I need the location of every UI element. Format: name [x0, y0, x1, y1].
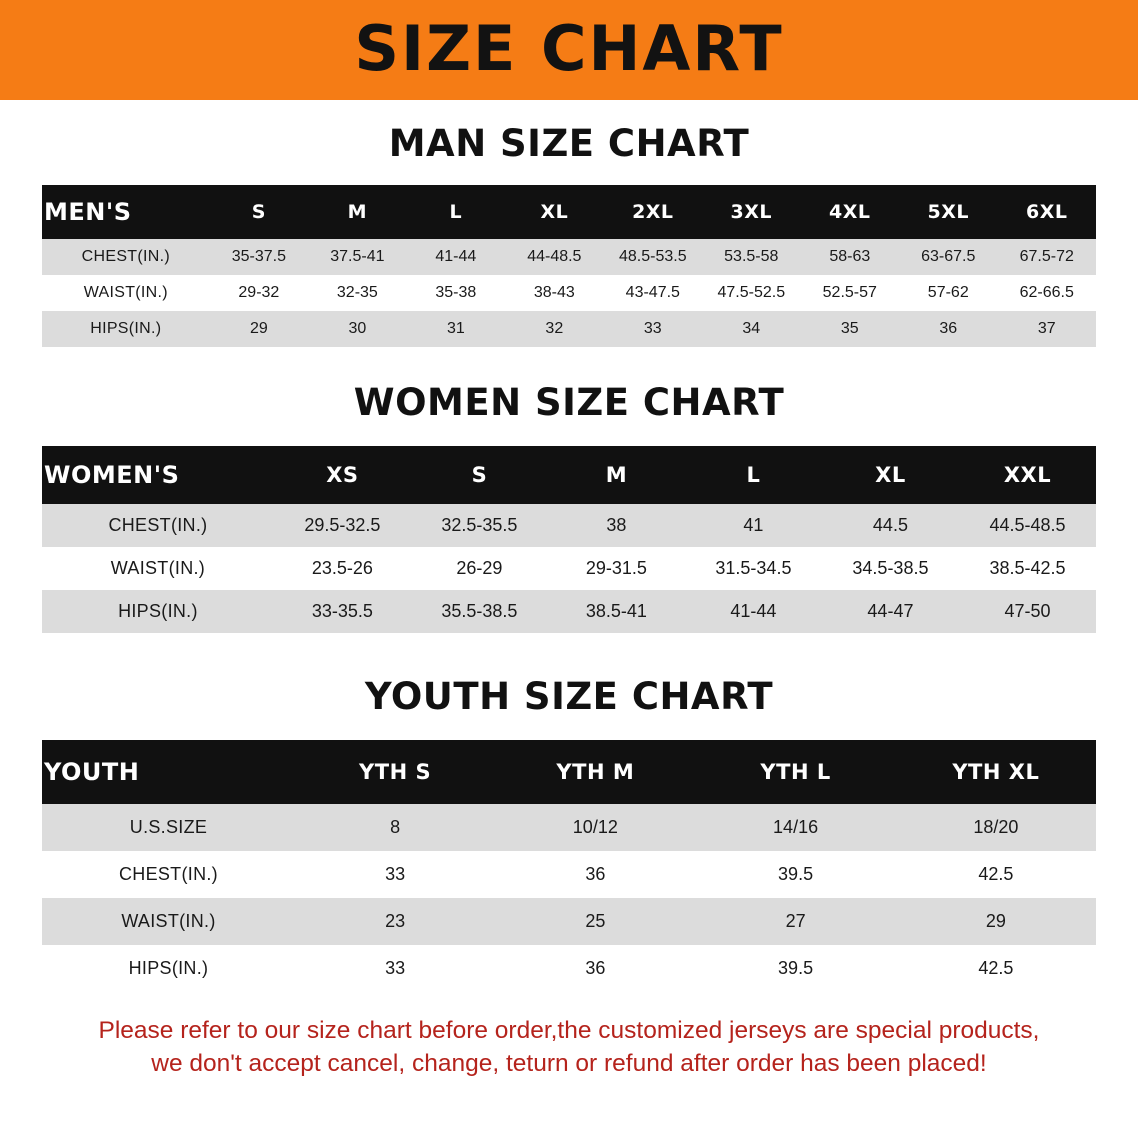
- youth-row-label-hips: HIPS(IN.): [42, 945, 295, 992]
- table-row: [42, 851, 1096, 898]
- page-title: SIZE CHART: [354, 12, 784, 85]
- women-header-s: S: [411, 446, 548, 504]
- table-cell: 41-44: [407, 239, 505, 275]
- banner: [0, 0, 1138, 100]
- table-cell: 34.5-38.5: [822, 547, 959, 590]
- table-cell: 47.5-52.5: [702, 275, 800, 311]
- table-header-row: [42, 740, 1096, 804]
- table-cell: 35-37.5: [210, 239, 308, 275]
- women-size-table: [42, 446, 1096, 633]
- youth-header-l: YTH L: [695, 740, 895, 804]
- table-cell: 58-63: [801, 239, 899, 275]
- table-cell: 30: [308, 311, 406, 347]
- table-cell: 44.5: [822, 504, 959, 547]
- youth-row-label-waist: WAIST(IN.): [42, 898, 295, 945]
- youth-section-title: YOUTH SIZE CHART: [364, 675, 774, 718]
- man-row-label-waist: WAIST(IN.): [42, 275, 210, 311]
- table-cell: 33: [295, 945, 495, 992]
- table-cell: 34: [702, 311, 800, 347]
- table-cell: 38.5-42.5: [959, 547, 1096, 590]
- table-cell: 48.5-53.5: [604, 239, 702, 275]
- table-cell: 37.5-41: [308, 239, 406, 275]
- table-cell: 44-48.5: [505, 239, 603, 275]
- table-cell: 26-29: [411, 547, 548, 590]
- table-cell: 37: [998, 311, 1097, 347]
- women-row-label-chest: CHEST(IN.): [42, 504, 274, 547]
- table-cell: 39.5: [695, 851, 895, 898]
- women-section-title: WOMEN SIZE CHART: [353, 381, 785, 424]
- table-cell: 31.5-34.5: [685, 547, 822, 590]
- man-row-label-chest: CHEST(IN.): [42, 239, 210, 275]
- table-cell: 62-66.5: [998, 275, 1097, 311]
- man-header-5xl: 5XL: [899, 185, 997, 239]
- table-cell: 29-31.5: [548, 547, 685, 590]
- table-cell: 33: [604, 311, 702, 347]
- youth-row-label-chest: CHEST(IN.): [42, 851, 295, 898]
- man-size-table: [42, 185, 1096, 347]
- women-header-l: L: [685, 446, 822, 504]
- table-cell: 42.5: [896, 851, 1096, 898]
- table-cell: 47-50: [959, 590, 1096, 633]
- table-cell: 36: [899, 311, 997, 347]
- man-row-label-hips: HIPS(IN.): [42, 311, 210, 347]
- man-header-s: S: [210, 185, 308, 239]
- man-table-wrap: [0, 185, 1138, 347]
- footer-note: [36, 1014, 1102, 1080]
- table-row: [42, 898, 1096, 945]
- youth-header-s: YTH S: [295, 740, 495, 804]
- footer-note-line1: Please refer to our size chart before order,the customized jerseys are special products,: [98, 1017, 1040, 1044]
- man-table-body: [42, 239, 1096, 347]
- table-header-row: [42, 446, 1096, 504]
- youth-header-xl: YTH XL: [896, 740, 1096, 804]
- table-cell: 36: [495, 945, 695, 992]
- table-row: [42, 945, 1096, 992]
- man-table-head: [42, 185, 1096, 239]
- footer-note-line2: we don't accept cancel, change, teturn or refund after order has been placed!: [151, 1050, 987, 1078]
- table-cell: 14/16: [695, 804, 895, 851]
- table-cell: 43-47.5: [604, 275, 702, 311]
- table-cell: 38-43: [505, 275, 603, 311]
- table-row: [42, 311, 1096, 347]
- table-row: [42, 547, 1096, 590]
- women-table-body: [42, 504, 1096, 633]
- women-header-label: WOMEN'S: [42, 446, 274, 504]
- youth-table-body: [42, 804, 1096, 992]
- table-cell: 27: [695, 898, 895, 945]
- table-cell: 33: [295, 851, 495, 898]
- table-cell: 35-38: [407, 275, 505, 311]
- table-cell: 32-35: [308, 275, 406, 311]
- man-header-2xl: 2XL: [604, 185, 702, 239]
- table-cell: 67.5-72: [998, 239, 1097, 275]
- table-cell: 25: [495, 898, 695, 945]
- table-cell: 41: [685, 504, 822, 547]
- women-header-m: M: [548, 446, 685, 504]
- table-cell: 32.5-35.5: [411, 504, 548, 547]
- table-cell: 57-62: [899, 275, 997, 311]
- women-header-xl: XL: [822, 446, 959, 504]
- table-cell: 23.5-26: [274, 547, 411, 590]
- table-cell: 36: [495, 851, 695, 898]
- table-cell: 8: [295, 804, 495, 851]
- youth-header-label: YOUTH: [42, 740, 295, 804]
- women-header-xxl: XXL: [959, 446, 1096, 504]
- table-cell: 29-32: [210, 275, 308, 311]
- table-row: [42, 590, 1096, 633]
- table-cell: 41-44: [685, 590, 822, 633]
- table-row: [42, 239, 1096, 275]
- youth-table-head: [42, 740, 1096, 804]
- table-row: [42, 504, 1096, 547]
- table-cell: 10/12: [495, 804, 695, 851]
- table-cell: 39.5: [695, 945, 895, 992]
- table-cell: 35.5-38.5: [411, 590, 548, 633]
- table-cell: 29: [210, 311, 308, 347]
- table-cell: 38: [548, 504, 685, 547]
- women-row-label-waist: WAIST(IN.): [42, 547, 274, 590]
- man-header-3xl: 3XL: [702, 185, 800, 239]
- table-header-row: [42, 185, 1096, 239]
- table-cell: 32: [505, 311, 603, 347]
- table-cell: 53.5-58: [702, 239, 800, 275]
- youth-table-wrap: [0, 740, 1138, 992]
- man-header-4xl: 4XL: [801, 185, 899, 239]
- man-header-label: MEN'S: [42, 185, 210, 239]
- women-table-head: [42, 446, 1096, 504]
- table-row: [42, 804, 1096, 851]
- man-header-m: M: [308, 185, 406, 239]
- table-row: [42, 275, 1096, 311]
- women-header-xs: XS: [274, 446, 411, 504]
- table-cell: 38.5-41: [548, 590, 685, 633]
- youth-header-m: YTH M: [495, 740, 695, 804]
- table-cell: 31: [407, 311, 505, 347]
- table-cell: 44.5-48.5: [959, 504, 1096, 547]
- women-row-label-hips: HIPS(IN.): [42, 590, 274, 633]
- table-cell: 29.5-32.5: [274, 504, 411, 547]
- man-section-title: MAN SIZE CHART: [388, 122, 750, 165]
- youth-row-label-ussize: U.S.SIZE: [42, 804, 295, 851]
- youth-size-table: [42, 740, 1096, 992]
- table-cell: 63-67.5: [899, 239, 997, 275]
- table-cell: 35: [801, 311, 899, 347]
- women-table-wrap: [0, 446, 1138, 633]
- table-cell: 29: [896, 898, 1096, 945]
- table-cell: 18/20: [896, 804, 1096, 851]
- table-cell: 44-47: [822, 590, 959, 633]
- table-cell: 52.5-57: [801, 275, 899, 311]
- man-header-l: L: [407, 185, 505, 239]
- table-cell: 42.5: [896, 945, 1096, 992]
- table-cell: 23: [295, 898, 495, 945]
- table-cell: 33-35.5: [274, 590, 411, 633]
- man-header-xl: XL: [505, 185, 603, 239]
- man-header-6xl: 6XL: [998, 185, 1097, 239]
